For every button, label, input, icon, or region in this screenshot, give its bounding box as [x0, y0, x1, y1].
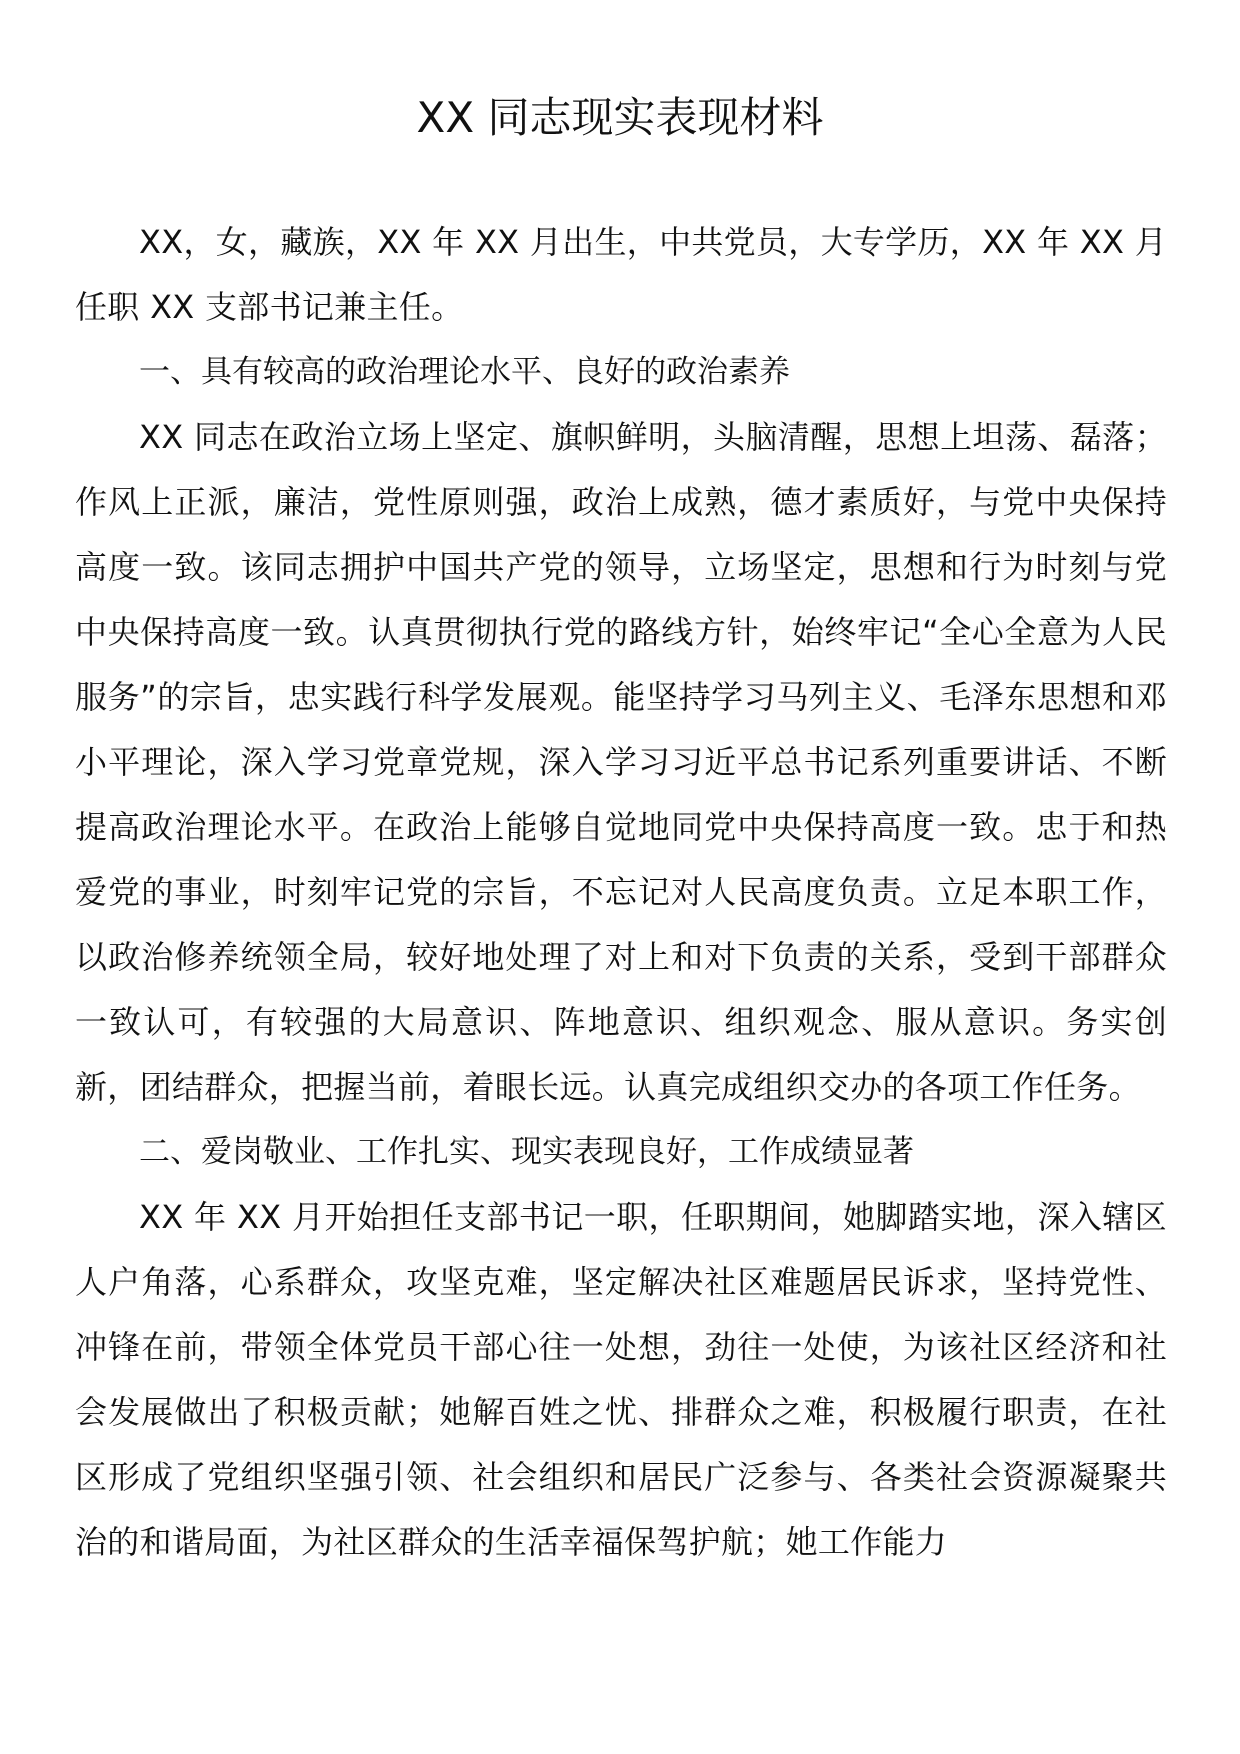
section-1-heading: 一、具有较高的政治理论水平、良好的政治素养: [139, 354, 790, 390]
section-2-heading: 二、爱岗敬业、工作扎实、现实表现良好，工作成绩显著: [139, 1134, 914, 1170]
section-1-paragraph: XX 同志在政治立场上坚定、旗帜鲜明，头脑清醒，思想上坦荡、磊落；作风上正派，廉洁，党性原则强，政治上成熟，德才素质好，与党中央保持高度一致。该同志拥护中国共产党的领导，立场坚定，思想和行为时刻与党中央保持高度一致。认真贯彻执行党的路线方针，始终牢记“全心全意为人民服务”的宗旨，忠实践行科学发展观。能坚持学习马列主义、毛泽东思想和邓小平理论，深入学习党章党规，深入学习习近平总书记系列重要讲话、不断提高政治理论水平。在政治上能够自觉地同党中央保持高度一致。忠于和热爱党的事业，时刻牢记党的宗旨，不忘记对人民高度负责。立足本职工作，以政治修养统领全局，较好地处理了对上和对下负责的关系，受到干部群众一致认可，有较强的大局意识、阵地意识、组织观念、服从意识。务实创新，团结群众，把握当前，着眼长远。认真完成组织交办的各项工作任务。: [75, 418, 1167, 1106]
document-body: [75, 210, 1167, 1575]
document-title: XX 同志现实表现材料: [416, 93, 824, 142]
section-2-paragraph: XX 年 XX 月开始担任支部书记一职，任职期间，她脚踏实地，深入辖区人户角落，心系群众，攻坚克难，坚定解决社区难题居民诉求，坚持党性、冲锋在前，带领全体党员干部心往一处想，劲往一处使，为该社区经济和社会发展做出了积极贡献；她解百姓之忧、排群众之难，积极履行职责，在社区形成了党组织坚强引领、社会组织和居民广泛参与、各类社会资源凝聚共治的和谐局面，为社区群众的生活幸福保驾护航；她工作能力: [75, 1198, 1167, 1561]
intro-paragraph: XX，女，藏族，XX 年 XX 月出生，中共党员，大专学历，XX 年 XX 月任职 XX 支部书记兼主任。: [75, 223, 1167, 326]
